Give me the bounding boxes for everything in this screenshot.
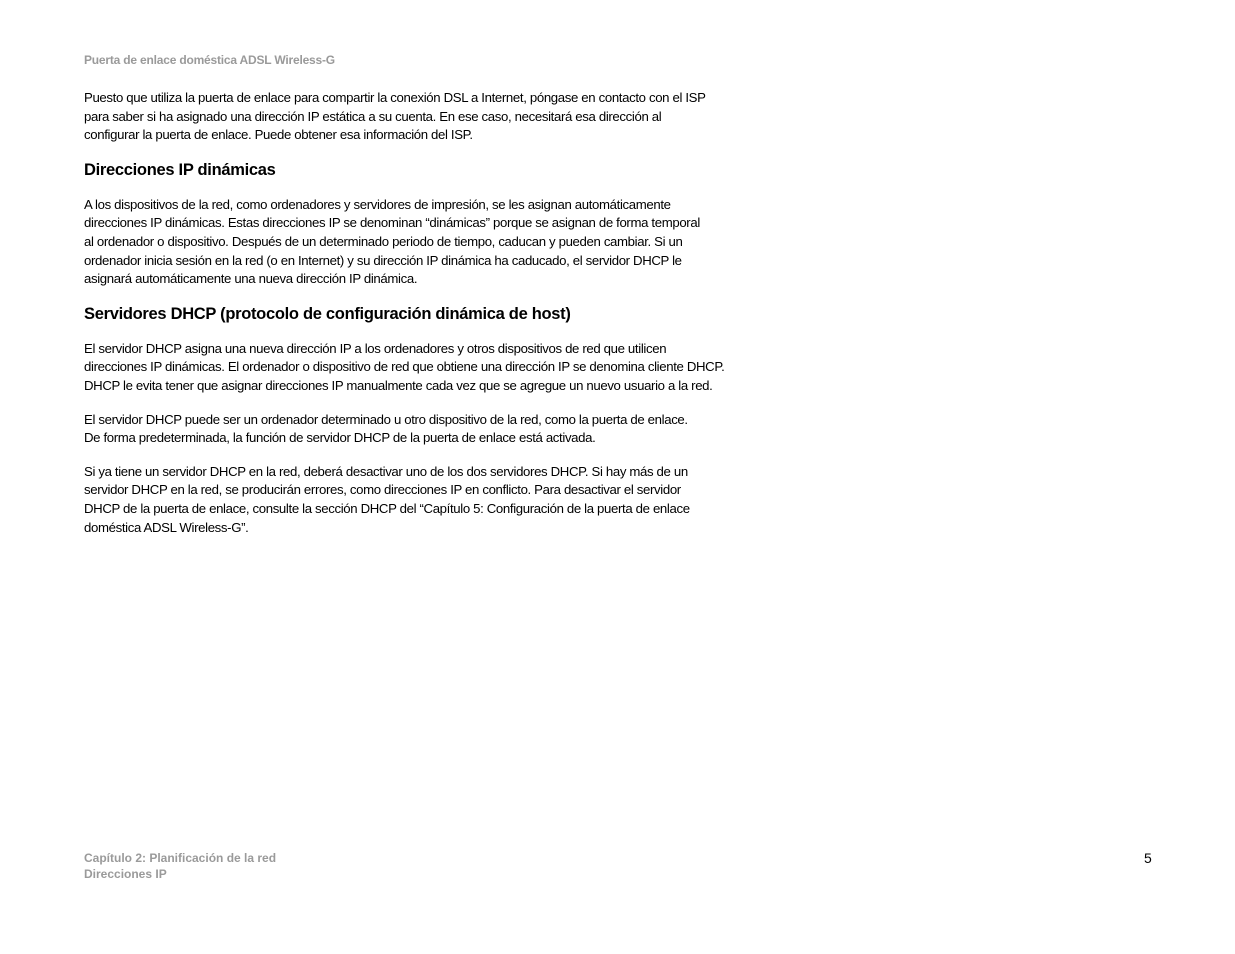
footer-chapter-info [84, 850, 276, 882]
dhcp-paragraph-1: El servidor DHCP asigna una nueva dirección IP a los ordenadores y otros dispositivos de red que utilicen direcciones IP dinámicas. El ordenador o dispositivo de red que obtiene una dirección IP se denomina cliente DHCP. DHCP le evita tener que asignar direcciones IP manualmente cada vez que se agregue un nuevo usuario a la red. [84, 340, 725, 393]
page-header-title: Puerta de enlace doméstica ADSL Wireless-G [84, 53, 335, 67]
main-content [84, 89, 764, 552]
dynamic-ip-paragraph: A los dispositivos de la red, como ordenadores y servidores de impresión, se les asignan automáticamente direcciones IP dinámicas. Estas direcciones IP se denominan “dinámicas” porque se asignan de forma temporal al ordenador o dispositivo. Después de un determinado periodo de tiempo, caducan y pueden cambiar. Si un ordenador inicia sesión en la red (o en Internet) y su dirección IP dinámica ha caducado, el servidor DHCP le asignará automáticamente una nueva dirección IP dinámica. [84, 196, 700, 287]
dhcp-paragraph-2: El servidor DHCP puede ser un ordenador determinado u otro dispositivo de la red, como la puerta de enlace. De forma predeterminada, la función de servidor DHCP de la puerta de enlace está activada. [84, 411, 688, 446]
footer-chapter-title: Capítulo 2: Planificación de la red [84, 851, 277, 865]
dynamic-ip-heading: Direcciones IP dinámicas [84, 160, 276, 179]
intro-paragraph: Puesto que utiliza la puerta de enlace para compartir la conexión DSL a Internet, póngase en contacto con el ISP para saber si ha asignado una dirección IP estática a su cuenta. En ese caso, necesitará esa dirección al configurar la puerta de enlace. Puede obtener esa información del ISP. [84, 90, 706, 143]
dhcp-paragraph-3: Si ya tiene un servidor DHCP en la red, deberá desactivar uno de los dos servidores DHCP. Si hay más de un servidor DHCP en la red, se producirán errores, como direcciones IP en conflicto. Para desactivar el servidor DHCP de la puerta de enlace, consulte la sección DHCP del “Capítulo 5: Configuración de la puerta de enlace doméstica ADSL Wireless-G”. [84, 463, 690, 535]
footer-section-title: Direcciones IP [84, 867, 167, 881]
dhcp-servers-heading: Servidores DHCP (protocolo de configuración dinámica de host) [84, 304, 571, 323]
page-number: 5 [1144, 850, 1152, 866]
